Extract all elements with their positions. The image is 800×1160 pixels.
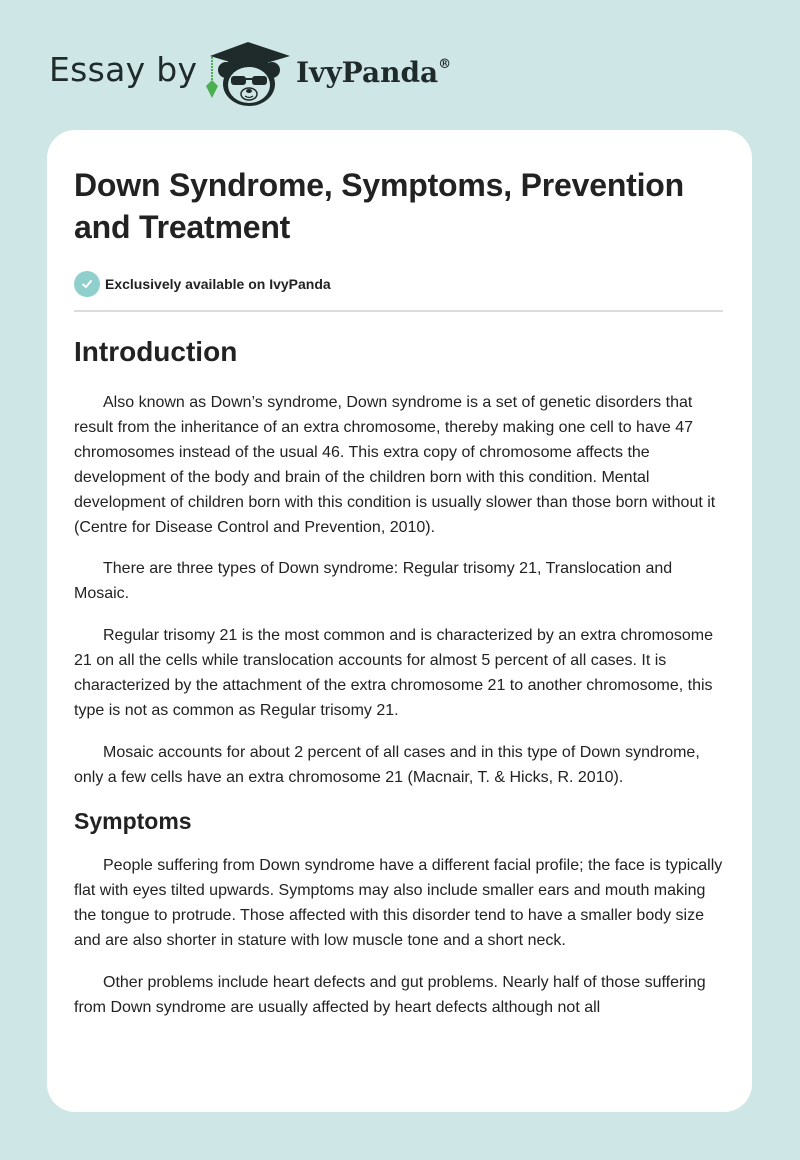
section-heading-introduction: Introduction bbox=[74, 336, 238, 367]
paragraph: Mosaic accounts for about 2 percent of all cases and in this type of Down syndrome, only a few cells have an extra chromosome 21 (Macnair, T. & Hicks, R. 2010). bbox=[74, 744, 700, 786]
essay-content bbox=[74, 164, 726, 1020]
brand-name-text: IvyPanda bbox=[296, 56, 439, 89]
paragraph: Other problems include heart defects and gut problems. Nearly half of those suffering from Down syndrome are usually affected by heart defects although not all bbox=[74, 974, 706, 1016]
essay-card bbox=[47, 130, 752, 1112]
check-circle-icon bbox=[74, 271, 100, 297]
registered-mark: ® bbox=[438, 56, 452, 72]
paragraph: People suffering from Down syndrome have a different facial profile; the face is typically flat with eyes tilted upwards. Symptoms may also include smaller ears and mouth making the tongue to protrude. Those affected with this disorder tend to have a smaller body size and are also shorter in stature with low muscle tone and a short neck. bbox=[74, 857, 723, 949]
badge-text: Exclusively available on IvyPanda bbox=[105, 276, 331, 292]
section-heading-symptoms: Symptoms bbox=[74, 808, 192, 834]
exclusive-badge bbox=[74, 270, 726, 298]
paragraph: There are three types of Down syndrome: Regular trisomy 21, Translocation and Mosaic. bbox=[74, 560, 673, 602]
essay-by-label: Essay by bbox=[49, 50, 198, 89]
brand-name[interactable] bbox=[296, 56, 451, 89]
paragraph: Also known as Down’s syndrome, Down syndrome is a set of genetic disorders that result from the inheritance of an extra chromosome, thereby making one cell to have 47 chromosomes instead of the usual 46. This extra copy of chromosome affects the development of the body and brain of the children born with this condition. Mental development of children born with this condition is usually slower than those born without it (Centre for Disease Control and Prevention, 2010). bbox=[74, 394, 716, 536]
paragraph: Regular trisomy 21 is the most common and is characterized by an extra chromosome 21 on all the cells while translocation accounts for almost 5 percent of all cases. It is characterized by the attachment of the extra chromosome 21 to another chromosome, this type is not as common as Regular trisomy 21. bbox=[74, 627, 714, 719]
essay-title: Down Syndrome, Symptoms, Prevention and Treatment bbox=[74, 167, 685, 245]
divider bbox=[74, 310, 723, 312]
site-header bbox=[0, 0, 800, 130]
panda-logo-icon[interactable] bbox=[200, 36, 292, 108]
